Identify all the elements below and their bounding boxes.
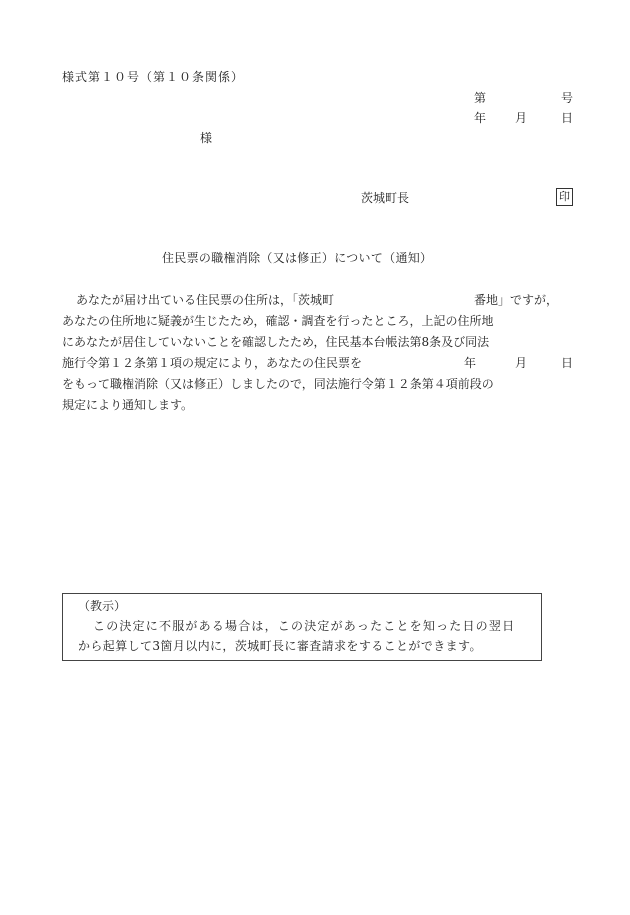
body-line-3: にあなたが居住していないことを確認したため，住民基本台帳法第8条及び同法 [62, 335, 490, 349]
date-year-label: 年 [474, 111, 487, 125]
body-line-4-text: 施行令第１２条第１項の規定により，あなたの住民票を [62, 356, 363, 370]
appeal-notice-line-1: この決定に不服がある場合は，この決定があったことを知った日の翌日 [93, 619, 516, 633]
date-month-label: 月 [515, 111, 528, 125]
document-number-label: 第 [474, 91, 487, 105]
body-text [62, 290, 572, 416]
seal-mark: 印 [556, 188, 573, 206]
body-line-5: をもって職権消除（又は修正）しましたので，同法施行令第１２条第４項前段の [62, 377, 494, 391]
body-line-2: あなたの住所地に疑義が生じたため，確認・調査を行ったところ，上記の住所地 [62, 314, 494, 328]
body-line-1 [62, 290, 572, 311]
document-number-suffix: 号 [561, 91, 574, 105]
appeal-notice-box [62, 593, 542, 661]
appeal-notice-line-2: から起算して3箇月以内に，茨城町長に審査請求をすることができます。 [78, 639, 482, 653]
form-number: 様式第１０号（第１０条関係） [62, 70, 245, 84]
body-line-4 [62, 353, 572, 374]
addressee-honorific: 様 [200, 131, 213, 145]
sender-title: 茨城町長 [361, 191, 410, 205]
body-line-4-month: 月 [515, 356, 528, 370]
document-title: 住民票の職権消除（又は修正）について（通知） [162, 251, 433, 265]
date-day-label: 日 [561, 111, 574, 125]
body-line-4-day: 日 [561, 356, 574, 370]
body-line-4-year: 年 [464, 356, 477, 370]
appeal-notice-title: （教示） [78, 599, 127, 613]
body-line-1-address-prefix: あなたが届け出ている住民票の住所は，「茨城町 [76, 293, 335, 307]
body-line-6: 規定により通知します。 [62, 398, 194, 412]
body-line-1-address-suffix: 番地」ですが， [474, 293, 559, 307]
